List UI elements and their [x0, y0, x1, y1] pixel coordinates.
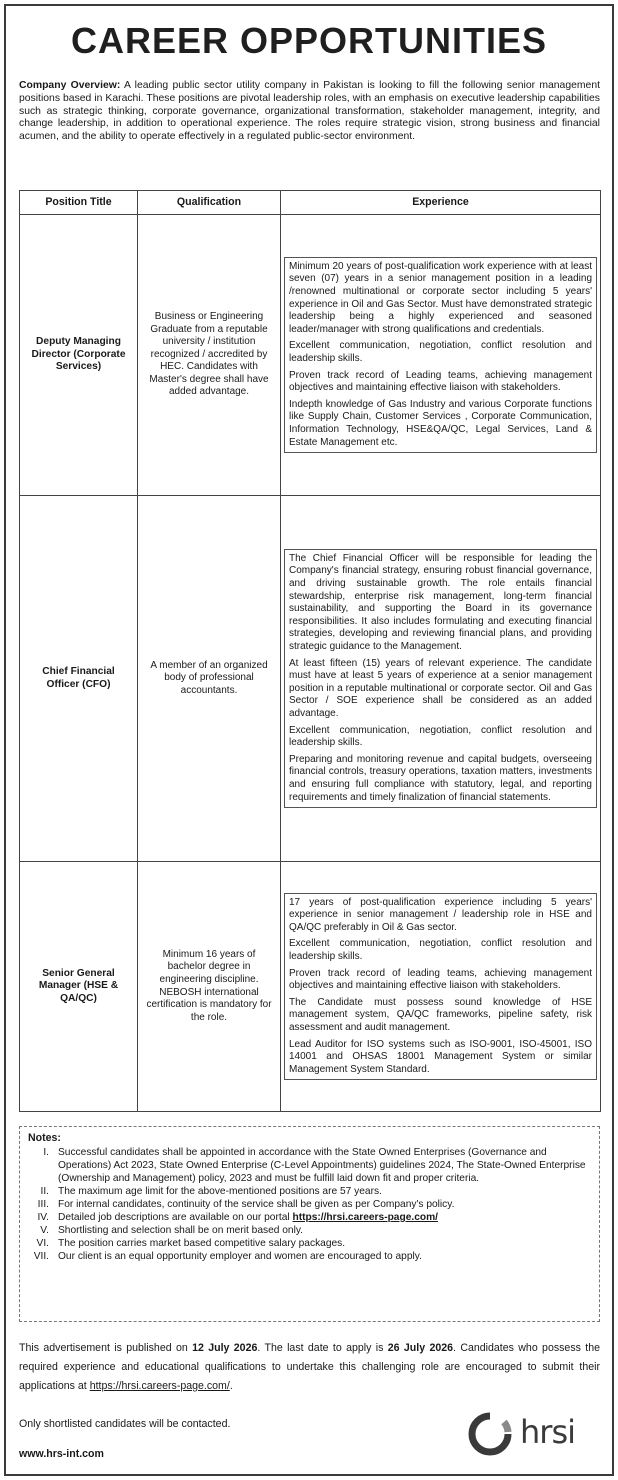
- publication-info: [19, 1339, 600, 1396]
- experience-item: Preparing and monitoring revenue and capital budgets, overseeing financial controls, treasury operations, taxation matters, investments and ensuring full compliance with statutory, legal, and reporting requirements and timely finalization of financial statements.: [289, 753, 592, 803]
- note-number: VI.: [36, 1238, 49, 1249]
- table-row-chief-financial-officer: [20, 496, 601, 862]
- positions-table: [19, 190, 601, 1112]
- experience-item: Indepth knowledge of Gas Industry and various Corporate functions like Supply Chain, Customer Services , Corporate Communication, Information Technology, HSE&QA/QC, Legal Services, Land & Estate Management etc.: [289, 398, 592, 448]
- portal-link[interactable]: https://hrsi.careers-page.com/: [292, 1212, 438, 1223]
- note-item: [28, 1211, 591, 1224]
- last-date: 26 July 2026: [387, 1342, 454, 1354]
- note-item: [28, 1250, 591, 1263]
- note-text: For internal candidates, continuity of the service shall be given as per Company's policy.: [58, 1199, 455, 1210]
- experience-item: The Chief Financial Officer will be responsible for leading the Company's financial strategy, ensuring robust financial governance, and driving sustainable growth. The role entails financial stewardship, enterprise risk management, long-term financial sustainability, and supporting the Board in its governance responsibilities. It also includes formulating and executing financial strategies, developing and reviewing financial plans, and providing strategic guidance to the Management.: [289, 552, 592, 653]
- header-qualification: Qualification: [138, 191, 281, 215]
- note-item: [28, 1198, 591, 1211]
- experience-item: Lead Auditor for ISO systems such as ISO-9001, ISO-45001, ISO 14001 and OHSAS 18001 Management System or similar Management System Standard.: [289, 1038, 592, 1075]
- note-text: Successful candidates shall be appointed in accordance with the State Owned Enterprises (Governance and Operations) Act 2023, State Owned Enterprise (C-Level Appointments) guidelines 2024, The State-Owned Enterprise (Ownership and Management) policy, 2023 and must be fulfill laid down fit and proper criteria.: [58, 1147, 586, 1184]
- overview-text: A leading public sector utility company in Pakistan is looking to fill the following senior management positions based in Karachi. These positions are pivotal leadership roles, with an emphasis on executive leadership capabilities such as strategic thinking, corporate governance, organizational transformation, stakeholder management, integrity, and change leadership, in addition to operational experience. The roles require strategic vision, strong business and financial acumen, and the ability to operate effectively in a regulated public-sector environment.: [19, 80, 600, 143]
- experience-item: At least fifteen (15) years of relevant experience. The candidate must have at least 5 years of experience at a senior management position in a reputable multinational or corporate sector. Oil and Gas Sector / SOE experience shall be considered as an added advantage.: [289, 657, 592, 719]
- shortlist-notice: Only shortlisted candidates will be contacted.: [19, 1418, 231, 1430]
- position-title: Senior General Manager (HSE & QA/QC): [20, 862, 138, 1112]
- header-experience: Experience: [281, 191, 601, 215]
- note-text: The maximum age limit for the above-mentioned positions are 57 years.: [58, 1186, 382, 1197]
- note-number: VII.: [33, 1251, 49, 1262]
- qualification: Minimum 16 years of bachelor degree in engineering discipline. NEBOSH international certification is mandatory for the role.: [138, 862, 281, 1112]
- note-text: Shortlisting and selection shall be on merit based only.: [58, 1225, 304, 1236]
- experience-box: [284, 549, 597, 808]
- publish-date: 12 July 2026: [192, 1342, 258, 1354]
- experience-cell: [281, 496, 601, 862]
- experience-box: [284, 893, 597, 1081]
- table-row-deputy-managing-director: [20, 215, 601, 496]
- experience-item: Proven track record of Leading teams, achieving management objectives and maintaining effective liaison with stakeholders.: [289, 369, 592, 394]
- qualification: Business or Engineering Graduate from a reputable university / institution recognized / accredited by HEC. Candidates with Master's degree shall have added advantage.: [138, 215, 281, 496]
- note-item: [28, 1224, 591, 1237]
- experience-box: [284, 257, 597, 453]
- logo-text: hrsi: [520, 1413, 575, 1451]
- publication-text: This advertisement is published on: [19, 1342, 188, 1354]
- website-link[interactable]: www.hrs-int.com: [19, 1448, 104, 1460]
- note-text: Detailed job descriptions are available on our portal: [58, 1212, 290, 1223]
- table-row-senior-general-manager: [20, 862, 601, 1112]
- publication-text: . The last date to apply is: [257, 1342, 384, 1354]
- note-item: [28, 1185, 591, 1198]
- note-item: [28, 1146, 591, 1185]
- experience-item: Minimum 20 years of post-qualification work experience with at least seven (07) years in a senior management position in a leading /renowned multinational or corporate sector including 5 years' experience in Oil and Gas Sector. Must have demonstrated strategic leadership being a highly experienced and seasoned leader/manager with strong qualifications and credentials.: [289, 260, 592, 335]
- note-text: Our client is an equal opportunity employer and women are encouraged to apply.: [58, 1251, 422, 1262]
- position-title: Chief Financial Officer (CFO): [20, 496, 138, 862]
- table-header-row: [20, 191, 601, 215]
- company-overview: [19, 80, 600, 144]
- publication-text: . Candidates who possess the required experience and educational qualifications to undertake this challenging role are encouraged to submit their applications at: [19, 1342, 600, 1392]
- header-position-title: Position Title: [20, 191, 138, 215]
- note-number: III.: [37, 1199, 49, 1210]
- note-number: I.: [43, 1147, 49, 1158]
- experience-item: Excellent communication, negotiation, conflict resolution and leadership skills.: [289, 938, 592, 963]
- qualification: A member of an organized body of professional accountants.: [138, 496, 281, 862]
- application-link[interactable]: https://hrsi.careers-page.com/: [89, 1380, 230, 1392]
- experience-item: Excellent communication, negotiation, conflict resolution and leadership skills.: [289, 724, 592, 749]
- note-text: The position carries market based competitive salary packages.: [58, 1238, 346, 1249]
- experience-item: The Candidate must possess sound knowledge of HSE management system, QA/QC frameworks, pipeline safety, risk assessment and audit management.: [289, 996, 592, 1033]
- notes-title: Notes:: [28, 1132, 61, 1144]
- overview-label: Company Overview:: [19, 80, 121, 91]
- note-number: IV.: [37, 1212, 49, 1223]
- experience-cell: [281, 862, 601, 1112]
- publication-text: .: [229, 1380, 233, 1392]
- note-item: [28, 1237, 591, 1250]
- experience-item: 17 years of post-qualification experience including 5 years' experience in senior management / leadership role in HSE and QA/QC preferably in Oil & Gas sector.: [289, 896, 592, 933]
- note-number: V.: [40, 1225, 49, 1236]
- experience-item: Proven track record of leading teams, achieving management objectives and maintaining effective liaison with stakeholders.: [289, 967, 592, 992]
- notes-box: [19, 1126, 600, 1322]
- position-title: Deputy Managing Director (Corporate Services): [20, 215, 138, 496]
- experience-cell: [281, 215, 601, 496]
- note-number: II.: [40, 1186, 49, 1197]
- experience-item: Excellent communication, negotiation, conflict resolution and leadership skills.: [289, 340, 592, 364]
- page-title: CAREER OPPORTUNITIES: [70, 20, 548, 61]
